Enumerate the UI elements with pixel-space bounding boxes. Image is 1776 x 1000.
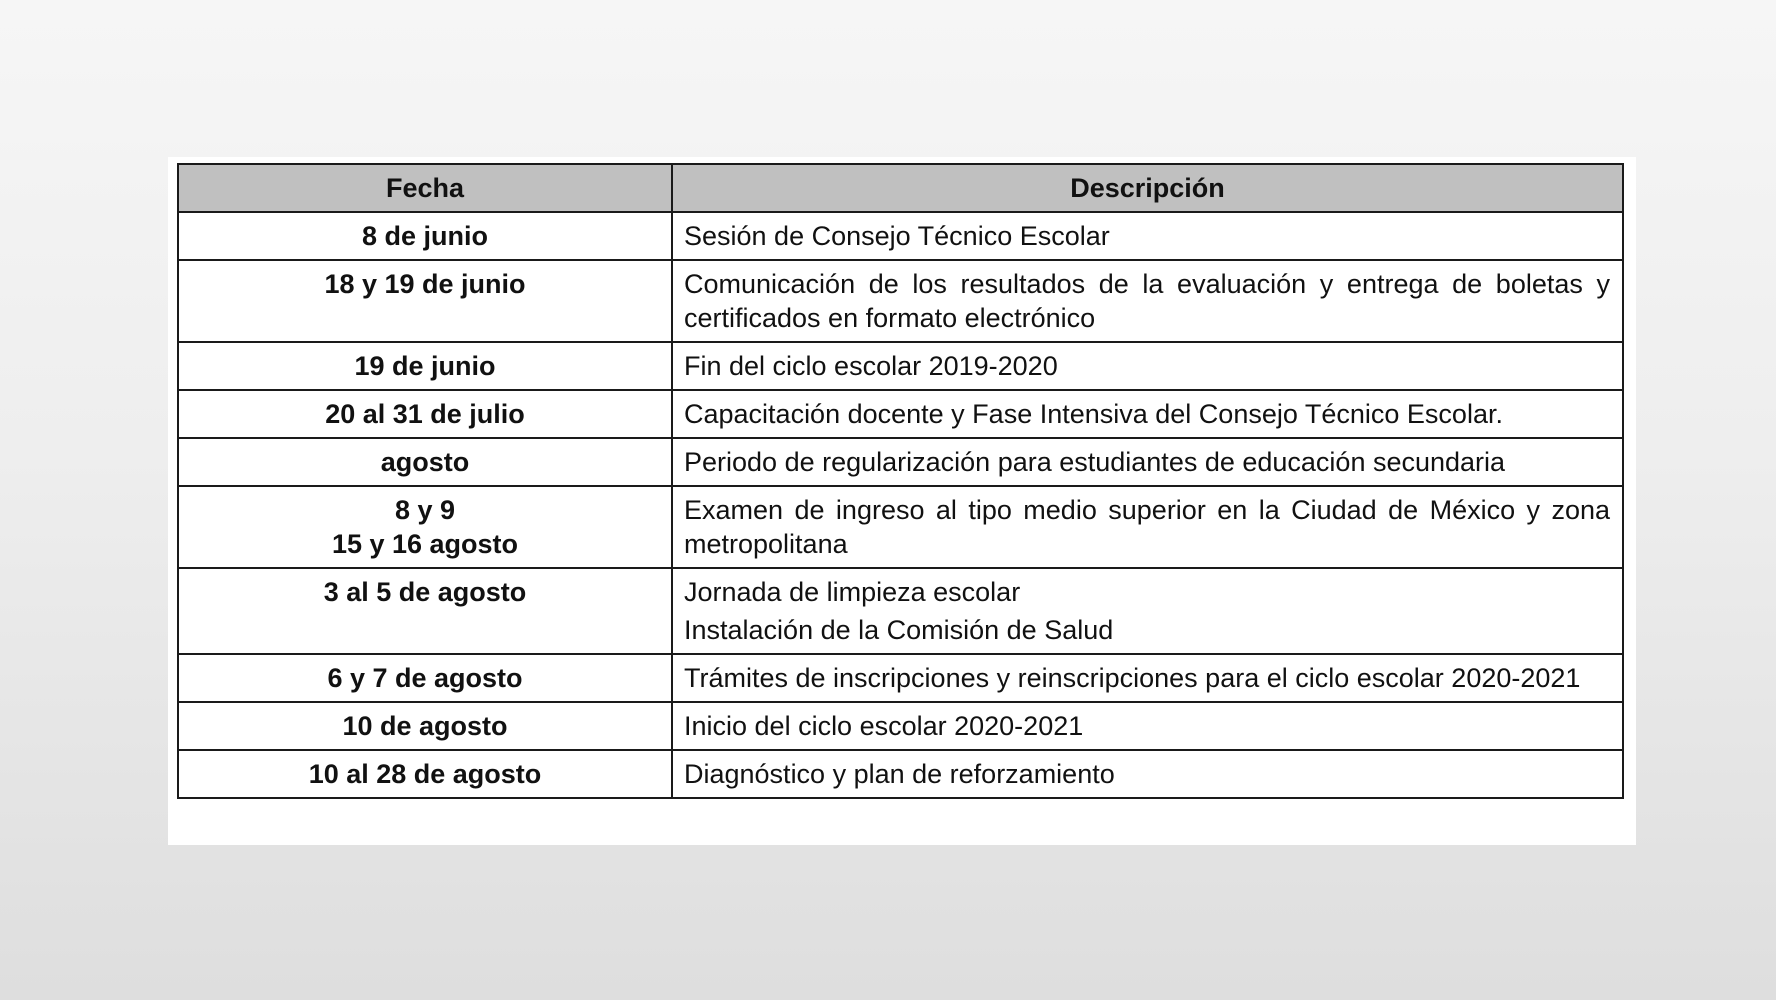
table-row [178, 260, 1623, 342]
description-text: Trámites de inscripciones y reinscripciones para el ciclo escolar 2020-2021 [684, 663, 1581, 693]
date-text: 6 y 7 de agosto [327, 663, 523, 693]
table-row [178, 342, 1623, 390]
date-text: 19 de junio [354, 351, 496, 381]
date-cell [178, 654, 672, 702]
description-cell [672, 750, 1623, 798]
description-text: Jornada de limpieza escolar [684, 577, 1021, 607]
description-cell [672, 486, 1623, 568]
date-text: 8 de junio [361, 221, 488, 251]
description-cell [672, 654, 1623, 702]
date-cell [178, 750, 672, 798]
table-body [178, 212, 1623, 798]
description-cell [672, 702, 1623, 750]
table-panel [168, 157, 1636, 845]
table-row [178, 750, 1623, 798]
date-text: 15 y 16 agosto [331, 529, 519, 559]
table-row [178, 438, 1623, 486]
description-cell [672, 390, 1623, 438]
table-row [178, 486, 1623, 568]
description-text: Sesión de Consejo Técnico Escolar [684, 221, 1110, 251]
date-text: 20 al 31 de julio [325, 399, 525, 429]
date-cell [178, 438, 672, 486]
date-text: 3 al 5 de agosto [323, 577, 527, 607]
date-cell [178, 702, 672, 750]
date-cell [178, 260, 672, 342]
description-text: Instalación de la Comisión de Salud [684, 615, 1114, 645]
table-row [178, 212, 1623, 260]
table-row [178, 568, 1623, 654]
description-cell [672, 212, 1623, 260]
date-text: 8 y 9 [394, 495, 456, 525]
date-cell [178, 486, 672, 568]
date-cell [178, 568, 672, 654]
header-descripcion: Descripción [672, 164, 1623, 212]
date-text: 18 y 19 de junio [324, 269, 526, 299]
date-text: agosto [380, 447, 470, 477]
school-calendar-table [177, 163, 1624, 799]
description-text: Inicio del ciclo escolar 2020-2021 [684, 711, 1084, 741]
date-cell [178, 212, 672, 260]
date-cell [178, 342, 672, 390]
table-row [178, 390, 1623, 438]
description-text: Examen de ingreso al tipo medio superior en la Ciudad de México y zona metropolitana [684, 495, 1610, 559]
table-header-row [178, 164, 1623, 212]
date-cell [178, 390, 672, 438]
description-cell [672, 342, 1623, 390]
description-cell [672, 260, 1623, 342]
header-fecha: Fecha [178, 164, 672, 212]
description-text: Comunicación de los resultados de la evaluación y entrega de boletas y certificados en formato electrónico [684, 269, 1610, 333]
date-text: 10 de agosto [342, 711, 508, 741]
table-row [178, 702, 1623, 750]
description-text: Capacitación docente y Fase Intensiva del Consejo Técnico Escolar. [684, 399, 1503, 429]
description-text: Fin del ciclo escolar 2019-2020 [684, 351, 1058, 381]
description-cell [672, 568, 1623, 654]
table-row [178, 654, 1623, 702]
description-text: Periodo de regularización para estudiantes de educación secundaria [684, 447, 1506, 477]
description-cell [672, 438, 1623, 486]
date-text: 10 al 28 de agosto [308, 759, 542, 789]
description-text: Diagnóstico y plan de reforzamiento [684, 759, 1115, 789]
